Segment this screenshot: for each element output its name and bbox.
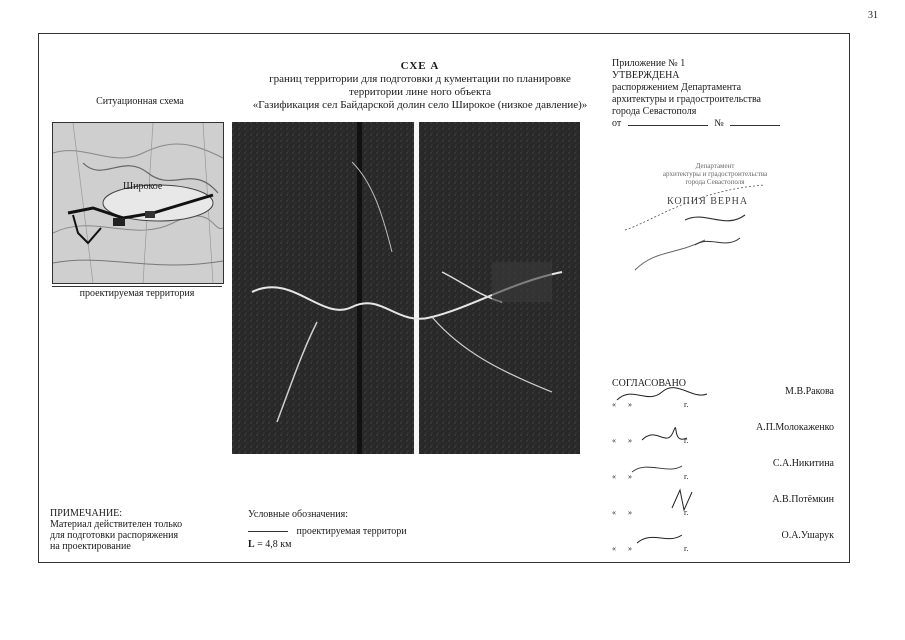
approver-name: А.В.Потёмкин [772,494,834,505]
situation-caption: проектируемая территория [52,286,222,299]
stamp-copy-label: КОПИЯ ВЕРНА [667,196,749,207]
certification-stamp [615,160,775,280]
stamp-text [655,162,775,186]
signatures-graphic [612,380,722,555]
page-number: 31 [868,10,878,21]
note-block [50,508,230,552]
note-line-1: Материал действителен только [50,519,183,530]
legend-block [248,508,448,551]
legend-line-swatch [248,531,288,532]
note-line-2: для подготовки распоряжения [50,530,179,541]
stamp-text-line-2: архитектуры и градостроительства [662,170,768,178]
appendix-order-line-1: распоряжением Департамента [612,82,742,93]
appendix-date-field [628,125,708,126]
note-heading: ПРИМЕЧАНИЕ: [50,508,123,519]
approval-date: « » г. [612,472,689,481]
approval-date: « » г. [612,400,689,409]
approver-name: А.П.Молокаженко [755,422,834,433]
legend-heading: Условные обозначения: [248,509,349,520]
aerial-photo-graphic [232,122,580,454]
aerial-photo [232,122,580,454]
appendix-order-line-3: города Севастополя [612,106,697,117]
title-line-4: «Газификация сел Байдарской долин село Широкое (низкое давление)» [252,99,588,111]
situation-map-graphic [53,123,223,283]
appendix-order-line-2: архитектуры и градостроительства [612,94,761,105]
approvals-header: СОГЛАСОВАНО [612,378,687,389]
approver-name: О.А.Ушарук [781,530,834,541]
title-main: СХЕ А [400,60,440,72]
scheme-title [230,60,610,112]
appendix-date-prefix: от [612,118,622,129]
approval-date: « » г. [612,508,689,517]
situation-label: Ситуационная схема [96,96,184,107]
appendix-block [612,58,832,130]
length-value: = 4,8 км [257,539,292,550]
length-symbol: L [248,539,255,550]
stamp-text-line-1: Департамент [695,162,735,170]
title-line-2: границ территории для подготовки д кументации по планировке [269,73,571,85]
situation-map [52,122,224,284]
approver-name: С.А.Никитина [772,458,834,469]
appendix-approved: УТВЕРЖДЕНА [612,70,680,81]
stamp-text-line-3: города Севастополя [685,178,745,186]
appendix-number-prefix: № [714,118,724,129]
appendix-date-line [612,118,832,130]
legend-length [248,538,448,551]
situation-place-name: Широкое [123,181,163,192]
approver-name: М.В.Ракова [785,386,834,397]
legend-item-label: проектируемая территори [296,526,407,537]
legend-item [248,525,448,538]
approval-date: « » г. [612,544,689,553]
appendix-order-number-field [730,125,780,126]
note-line-3: на проектирование [50,541,131,552]
title-line-3: территории лине ного объекта [349,86,491,98]
approval-date: « » г. [612,436,689,445]
appendix-number: Приложение № 1 [612,58,686,69]
